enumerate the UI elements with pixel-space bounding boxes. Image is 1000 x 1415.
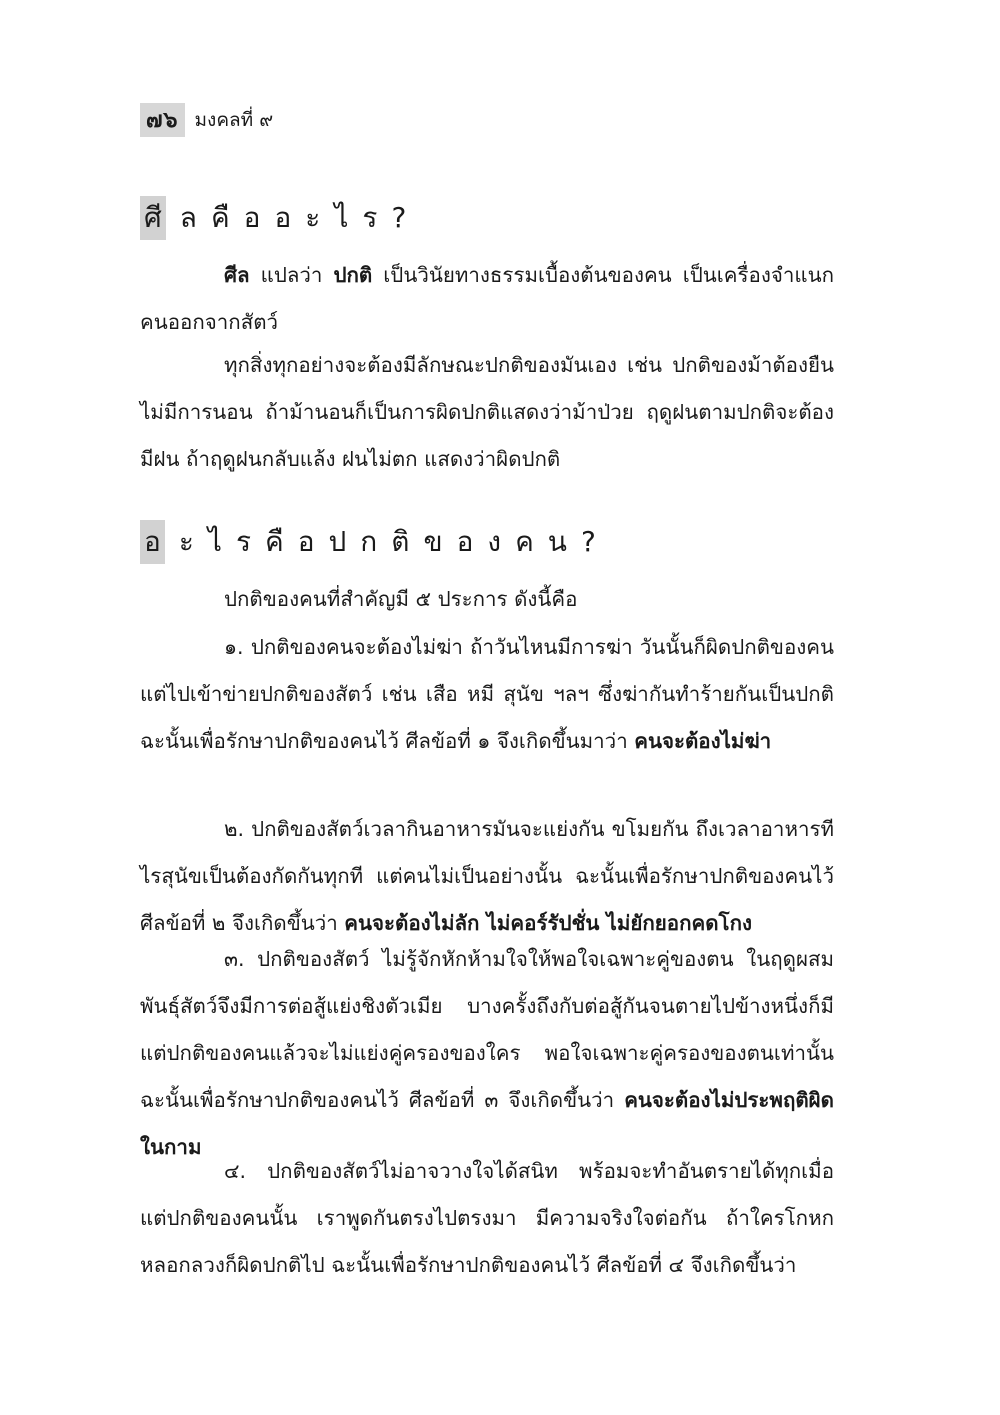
paragraph-intro	[140, 576, 834, 623]
chapter-title: มงคลที่ ๙	[194, 109, 274, 131]
term-sila: ศีล	[224, 263, 250, 287]
text: ๔. ปกติของสัตว์ไม่อาจวางใจได้สนิท พร้อมจะทำอันตรายได้ทุกเมื่อ แต่ปกติของคนนั้น เราพูดกันตรงไปตรงมา มีความจริงใจต่อกัน ถ้าใครโกหกหลอกลวงก็ผิดปกติไป ฉะนั้นเพื่อรักษาปกติของคนไว้ ศีลข้อที่ ๔ จึงเกิดขึ้นว่า	[140, 1159, 834, 1277]
heading-initial: ศี	[140, 196, 166, 240]
section-heading-human-nature	[140, 520, 610, 564]
text: ทุกสิ่งทุกอย่างจะต้องมีลักษณะปกติของมันเอง เช่น ปกติของม้าต้องยืนไม่มีการนอน ถ้าม้านอนก็เป็นการผิดปกติแสดงว่าม้าป่วย ฤดูฝนตามปกติจะต้องมีฝน ถ้าฤดูฝนกลับแล้ง ฝนไม่ตก แสดงว่าผิดปกติ	[140, 353, 834, 471]
paragraph-sila-definition	[140, 252, 834, 346]
list-item-2	[140, 806, 834, 947]
precept-text: คนจะต้องไม่ประพฤติผิดในกาม	[140, 1088, 834, 1159]
heading-text: ลคืออะไร?	[179, 201, 421, 234]
text: เป็นวินัยทางธรรมเบื้องต้นของคน เป็นเครื่องจำแนกคนออกจากสัตว์	[140, 263, 834, 334]
text: ๒. ปกติของสัตว์เวลากินอาหารมันจะแย่งกัน ขโมยกัน ถึงเวลาอาหารทีไรสุนัขเป็นต้องกัดกันทุกที แต่คนไม่เป็นอย่างนั้น ฉะนั้นเพื่อรักษาปกติของคนไว้ ศีลข้อที่ ๒ จึงเกิดขึ้นว่า	[140, 817, 834, 935]
heading-initial: อ	[140, 520, 165, 564]
text: ปกติของคนที่สำคัญมี ๕ ประการ ดังนี้คือ	[224, 587, 578, 611]
text: แปลว่า	[249, 263, 334, 287]
list-item-1	[140, 624, 834, 765]
section-heading-what-is-sila	[140, 196, 420, 240]
paragraph-nature	[140, 342, 834, 483]
list-item-4	[140, 1148, 834, 1289]
text: ๑. ปกติของคนจะต้องไม่ฆ่า ถ้าวันไหนมีการฆ่า วันนั้นก็ผิดปกติของคน แต่ไปเข้าข่ายปกติของสัตว์ เช่น เสือ หมี สุนัข ฯลฯ ซึ่งฆ่ากันทำร้ายกันเป็นปกติ ฉะนั้นเพื่อรักษาปกติของคนไว้ ศีลข้อที่ ๑ จึงเกิดขึ้นมาว่า	[140, 635, 834, 753]
heading-text: ะไรคือปกติของคน?	[178, 525, 610, 558]
page-header	[140, 103, 273, 137]
page-number: ๗๖	[140, 103, 185, 137]
precept-text: คนจะต้องไม่ฆ่า	[634, 729, 772, 753]
list-item-3	[140, 936, 834, 1171]
text: ๓. ปกติของสัตว์ ไม่รู้จักหักห้ามใจให้พอใจเฉพาะคู่ของตน ในฤดูผสมพันธุ์สัตว์จึงมีการต่อสู้แย่งชิงตัวเมีย บางครั้งถึงกับต่อสู้กันจนตายไปข้างหนึ่งก็มี แต่ปกติของคนแล้วจะไม่แย่งคู่ครองของใคร พอใจเฉพาะคู่ครองของตนเท่านั้น ฉะนั้นเพื่อรักษาปกติของคนไว้ ศีลข้อที่ ๓ จึงเกิดขึ้นว่า	[140, 947, 834, 1112]
term-pakati: ปกติ	[333, 263, 373, 287]
precept-text: คนจะต้องไม่ลัก ไม่คอร์รัปชั่น ไม่ยักยอกคดโกง	[344, 911, 752, 935]
